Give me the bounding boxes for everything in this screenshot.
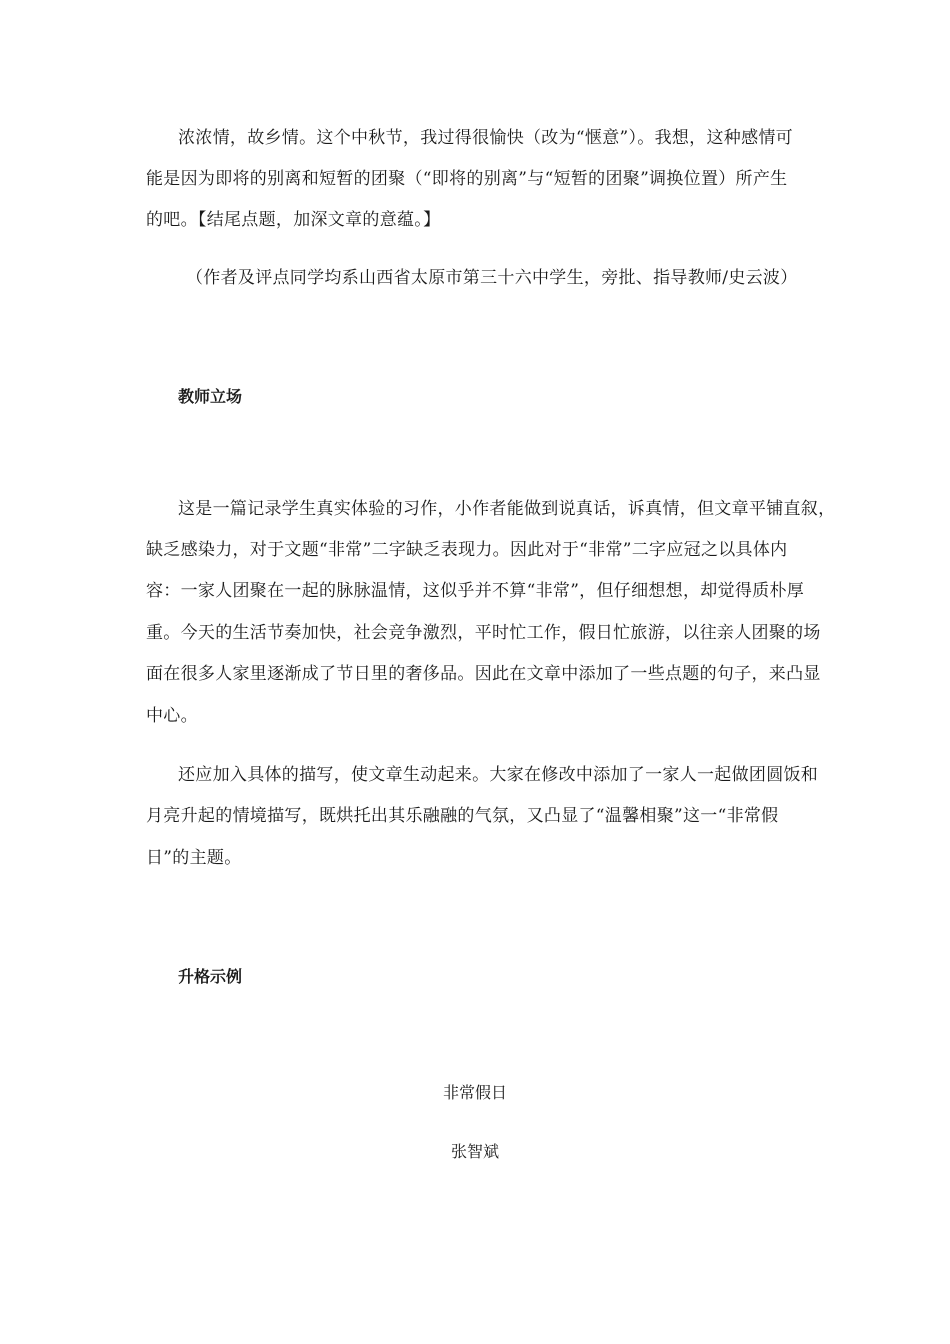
text-line: 能是因为即将的别离和短暂的团聚（“即将的别离”与“短暂的团聚”调换位置）所产生 xyxy=(146,169,788,189)
section-heading-teacher: 教师立场 xyxy=(178,387,243,406)
text-line: 浓浓情，故乡情。这个中秋节，我过得很愉快（改为“惬意”）。我想，这种感情可 xyxy=(178,128,793,148)
text-line: 月亮升起的情境描写，既烘托出其乐融融的气氛，又凸显了“温馨相聚”这一“非常假 xyxy=(146,806,779,826)
text-line: 这是一篇记录学生真实体验的习作，小作者能做到说真话，诉真情，但文章平铺直叙， xyxy=(178,499,836,519)
example-title: 非常假日 xyxy=(442,1083,507,1102)
section-heading-example: 升格示例 xyxy=(178,967,243,986)
text-line: 还应加入具体的描写，使文章生动起来。大家在修改中添加了一家人一起做团圆饭和 xyxy=(178,765,819,785)
text-line: 缺乏感染力，对于文题“非常”二字缺乏表现力。因此对于“非常”二字应冠之以具体内 xyxy=(146,540,788,560)
text-line: 的吧。【结尾点题，加深文章的意蕴。】 xyxy=(146,210,441,230)
text-line: 日”的主题。 xyxy=(146,848,242,868)
example-author: 张智斌 xyxy=(450,1142,499,1161)
text-line: 面在很多人家里逐渐成了节日里的奢侈品。因此在文章中添加了一些点题的句子，来凸显 xyxy=(146,664,821,684)
text-line: 重。今天的生活节奏加快，社会竞争激烈，平时忙工作，假日忙旅游，以往亲人团聚的场 xyxy=(146,623,821,643)
author-note: （作者及评点同学均系山西省太原市第三十六中学生，旁批、指导教师/史云波） xyxy=(186,268,798,288)
text-line: 容：一家人团聚在一起的脉脉温情，这似乎并不算“非常”，但仔细想想，却觉得质朴厚 xyxy=(146,581,805,601)
text-line: 中心。 xyxy=(146,706,198,726)
